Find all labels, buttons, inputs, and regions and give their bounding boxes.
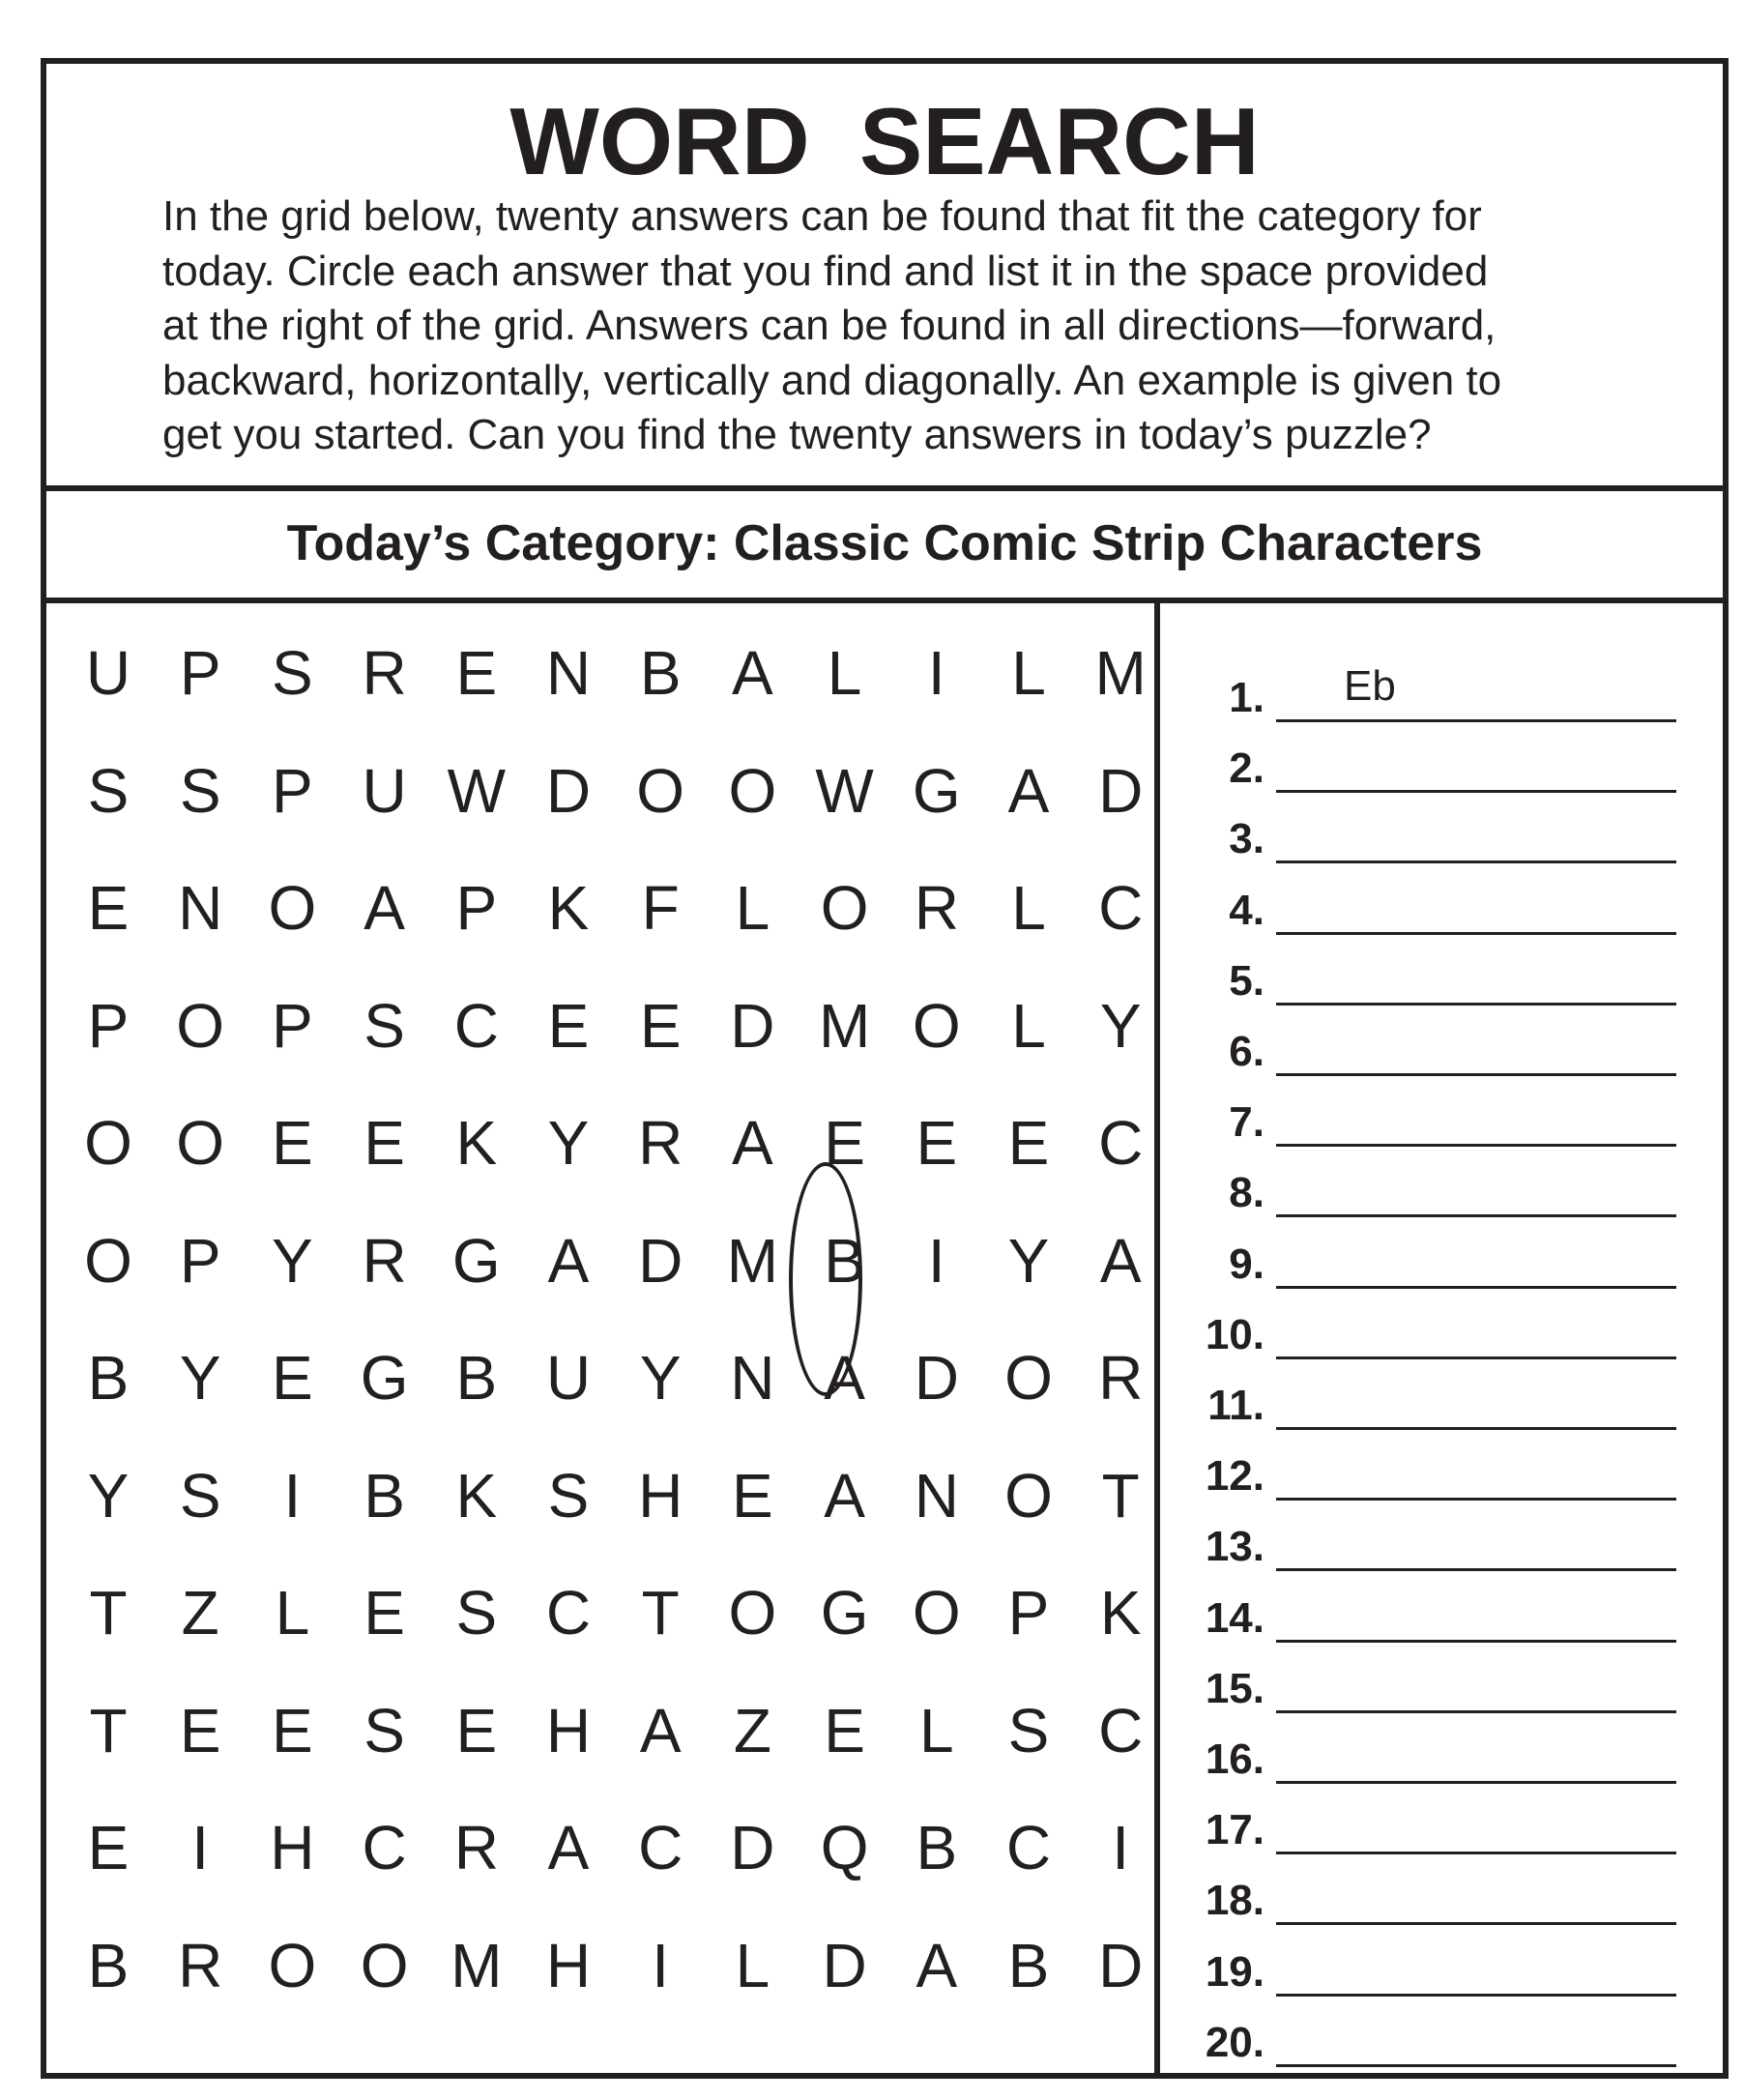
grid-letter[interactable]: S [363,990,405,1061]
answer-blank[interactable] [1276,1427,1676,1430]
answer-blank[interactable] [1276,1710,1676,1713]
grid-letter[interactable]: Y [179,1343,221,1413]
grid-letter[interactable]: A [732,1108,773,1178]
puzzle-header [46,64,1723,491]
grid-letter[interactable]: L [919,1695,954,1765]
answer-blank[interactable] [1276,790,1676,793]
answer-number: 11. [1207,1382,1264,1429]
grid-letter[interactable]: M [1094,638,1147,708]
grid-letter[interactable]: R [178,1930,223,2000]
answer-blank[interactable] [1276,1214,1676,1217]
grid-letter[interactable]: O [912,1578,961,1648]
grid-letter[interactable]: R [362,1225,407,1296]
grid-letter[interactable]: M [451,1930,503,2000]
grid-letter[interactable]: L [1011,638,1046,708]
answer-number: 3. [1229,815,1264,863]
answer-number: 5. [1229,956,1264,1005]
grid-letter[interactable]: I [652,1930,670,2000]
grid-letter[interactable]: E [455,638,498,708]
grid-letter[interactable]: S [363,1695,405,1765]
grid-letter[interactable]: E [639,990,682,1061]
instructions-line: get you started. Can you find the twenty answers in today’s puzzle? [162,411,1432,458]
grid-letter[interactable]: N [914,1460,959,1531]
grid-letter[interactable]: I [927,638,945,708]
grid-letter[interactable]: U [85,638,131,708]
grid-letter[interactable]: P [272,755,313,826]
grid-letter[interactable]: D [914,1343,959,1413]
grid-letter[interactable]: E [916,1108,958,1178]
grid-letter[interactable]: A [1099,1225,1142,1296]
grid-letter[interactable]: I [283,1460,302,1531]
grid-letter[interactable]: B [455,1343,498,1413]
grid-letter[interactable]: R [638,1108,683,1178]
grid-row [46,1212,1160,1309]
letter-grid [46,603,1160,2073]
grid-letter[interactable]: O [268,873,317,943]
grid-row [46,977,1160,1074]
grid-letter[interactable]: Q [820,1813,869,1882]
grid-letter[interactable]: M [726,1225,779,1296]
grid-letter[interactable]: O [636,755,685,826]
answer-number: 15. [1205,1664,1264,1712]
grid-letter[interactable]: B [87,1343,130,1413]
answer-blank[interactable] [1276,1356,1676,1359]
grid-letter[interactable]: T [641,1578,680,1648]
grid-letter[interactable]: O [912,990,961,1061]
grid-letter[interactable]: I [1112,1813,1130,1882]
instructions-line: today. Circle each answer that you find and list it in the space provided [162,247,1489,295]
grid-letter[interactable]: R [914,873,959,943]
grid-letter[interactable]: O [1004,1343,1053,1413]
instructions-line: at the right of the grid. Answers can be found in all directions—forward, [162,302,1497,349]
grid-letter[interactable]: S [87,755,130,826]
grid-letter[interactable]: A [824,1343,865,1413]
answer-blank[interactable] [1276,1073,1676,1076]
answer-number: 8. [1229,1169,1264,1217]
grid-letter[interactable]: W [815,755,874,826]
grid-letter[interactable]: E [87,873,130,943]
grid-letter[interactable]: E [547,990,590,1061]
grid-row [46,1682,1160,1779]
grid-letter[interactable]: P [179,638,221,708]
grid-letter[interactable]: H [545,1695,592,1765]
grid-letter[interactable]: Z [733,1695,771,1765]
grid-letter[interactable]: L [735,1930,770,2000]
grid-letter[interactable]: T [1101,1460,1140,1531]
answer-row [1160,1590,1723,1648]
grid-letter[interactable]: E [87,1813,130,1882]
grid-letter[interactable]: F [641,873,680,943]
grid-letter[interactable]: N [178,873,223,943]
grid-row [46,743,1160,839]
grid-letter[interactable]: T [89,1695,128,1765]
grid-letter[interactable]: E [824,1108,865,1178]
answer-number: 14. [1205,1593,1264,1642]
grid-row [46,1094,1160,1191]
answer-blank[interactable] [1276,1781,1676,1784]
grid-letter[interactable]: G [360,1343,409,1413]
grid-letter[interactable]: R [362,638,407,708]
answer-number: 17. [1205,1806,1264,1854]
grid-letter[interactable]: U [362,755,407,826]
grid-letter[interactable]: C [1098,1108,1144,1178]
grid-letter[interactable]: P [272,990,313,1061]
grid-letter[interactable]: P [1007,1578,1050,1648]
grid-letter[interactable]: Y [547,1108,590,1178]
answer-blank[interactable] [1276,1498,1676,1501]
answer-number: 19. [1205,1947,1264,1996]
grid-letter[interactable]: O [360,1930,409,2000]
grid-letter[interactable]: E [272,1695,313,1765]
category-bar [46,491,1723,603]
grid-letter[interactable]: C [545,1578,592,1648]
grid-letter[interactable]: E [455,1695,498,1765]
grid-row [46,1917,1160,2014]
answer-blank[interactable] [1276,1003,1676,1006]
grid-letter[interactable]: P [455,873,498,943]
grid-row [46,625,1160,721]
category-label: Today’s Category: Classic Comic Strip Characters [286,515,1483,571]
grid-letter[interactable]: S [179,1460,221,1531]
grid-letter[interactable]: K [1099,1578,1142,1648]
answer-row [1160,1094,1723,1152]
grid-letter[interactable]: R [453,1813,499,1882]
answer-text: Eb [1344,662,1396,710]
grid-letter[interactable]: K [547,873,590,943]
grid-letter[interactable]: D [545,755,592,826]
grid-letter[interactable]: O [176,1108,225,1178]
grid-letter[interactable]: P [179,1225,221,1296]
answer-number: 10. [1205,1310,1264,1358]
grid-letter[interactable]: I [191,1813,210,1882]
answer-number: 2. [1229,744,1264,793]
answer-row [1160,810,1723,868]
grid-letter[interactable]: W [447,755,506,826]
grid-letter[interactable]: C [1098,1695,1144,1765]
page-title: WORD SEARCH [509,88,1260,194]
grid-letter[interactable]: Y [639,1343,682,1413]
grid-letter[interactable]: B [916,1813,958,1882]
answer-number: 20. [1205,2018,1264,2066]
answer-number: 12. [1205,1452,1264,1501]
grid-letter[interactable]: E [1007,1108,1050,1178]
grid-letter[interactable]: G [912,755,961,826]
grid-letter[interactable]: Y [272,1225,313,1296]
grid-letter[interactable]: O [176,990,225,1061]
grid-letter[interactable]: A [639,1695,682,1765]
grid-letter[interactable]: A [547,1225,590,1296]
answer-row [1160,882,1723,940]
grid-letter[interactable]: H [545,1930,592,2000]
grid-letter[interactable]: K [455,1108,498,1178]
answer-number: 7. [1229,1098,1264,1147]
grid-letter[interactable]: O [728,1578,777,1648]
grid-letter[interactable]: D [1098,1930,1144,2000]
grid-letter[interactable]: B [1007,1930,1050,2000]
grid-letter[interactable]: E [824,1695,865,1765]
grid-letter[interactable]: A [547,1813,590,1882]
grid-letter[interactable]: A [732,638,773,708]
grid-letter[interactable]: E [363,1108,405,1178]
grid-letter[interactable]: L [735,873,770,943]
grid-letter[interactable]: E [732,1460,773,1531]
grid-letter[interactable]: O [1004,1460,1053,1531]
grid-letter[interactable]: E [272,1343,313,1413]
answer-blank[interactable] [1276,1286,1676,1289]
grid-letter[interactable]: A [1007,755,1050,826]
grid-letter[interactable]: A [363,873,405,943]
grid-letter[interactable]: C [638,1813,683,1882]
answer-blank[interactable] [1276,1994,1676,1997]
answer-row [1160,1801,1723,1859]
answer-row [1160,1236,1723,1294]
grid-letter[interactable]: E [363,1578,405,1648]
answer-blank[interactable] [1276,860,1676,863]
grid-letter[interactable]: G [820,1578,869,1648]
grid-letter[interactable]: O [728,755,777,826]
answer-number: 1. [1229,674,1264,721]
grid-letter[interactable]: E [179,1695,221,1765]
answer-number: 9. [1229,1240,1264,1288]
grid-letter[interactable]: N [545,638,592,708]
grid-letter[interactable]: Z [181,1578,219,1648]
answer-blank[interactable] [1276,932,1676,935]
grid-letter[interactable]: H [270,1813,315,1882]
answer-row [1160,2014,1723,2072]
grid-row [46,860,1160,956]
grid-letter[interactable]: D [730,990,775,1061]
answer-blank[interactable] [1276,1144,1676,1147]
grid-letter[interactable]: D [730,1813,775,1882]
answer-blank[interactable] [1276,1640,1676,1643]
grid-letter[interactable]: L [275,1578,310,1648]
answer-row [1160,1447,1723,1505]
grid-letter[interactable]: N [730,1343,775,1413]
answer-blank[interactable] [1276,1852,1676,1854]
grid-row [46,1329,1160,1426]
puzzle-frame [41,58,1729,2079]
answer-number: 4. [1229,886,1264,934]
answer-blank[interactable] [1276,1922,1676,1925]
grid-row [46,1564,1160,1661]
grid-letter[interactable]: O [84,1225,132,1296]
answer-blank[interactable] [1276,719,1676,722]
grid-letter[interactable]: S [272,638,313,708]
grid-letter[interactable]: C [362,1813,407,1882]
grid-letter[interactable]: U [545,1343,592,1413]
answer-row [1160,952,1723,1010]
grid-letter[interactable]: D [822,1930,867,2000]
answer-row [1160,662,1723,727]
grid-letter[interactable]: Y [1007,1225,1050,1296]
grid-letter[interactable]: Y [1099,990,1142,1061]
answer-row [1160,1660,1723,1718]
grid-letter[interactable]: B [363,1460,405,1531]
grid-letter[interactable]: E [272,1108,313,1178]
grid-letter[interactable]: M [818,990,871,1061]
grid-letter[interactable]: B [824,1225,865,1296]
grid-letter[interactable]: A [824,1460,865,1531]
answer-row [1160,1377,1723,1435]
grid-letter[interactable]: P [87,990,130,1061]
instructions [162,190,1642,463]
answer-number: 16. [1205,1735,1264,1783]
grid-letter[interactable]: H [638,1460,683,1531]
grid-letter[interactable]: L [1011,990,1046,1061]
grid-letter[interactable]: B [87,1930,130,2000]
grid-row [46,1799,1160,1896]
answer-row [1160,1731,1723,1789]
grid-letter[interactable]: B [639,638,682,708]
grid-letter[interactable]: S [179,755,221,826]
grid-letter[interactable]: C [453,990,499,1061]
answer-blank[interactable] [1276,1568,1676,1571]
grid-letter[interactable]: O [84,1108,132,1178]
grid-row [46,1447,1160,1544]
grid-letter[interactable]: C [1098,873,1144,943]
answer-row [1160,740,1723,798]
grid-letter[interactable]: S [1007,1695,1050,1765]
grid-letter[interactable]: G [451,1225,501,1296]
answer-row [1160,1023,1723,1081]
grid-letter[interactable]: S [455,1578,498,1648]
answer-number: 6. [1229,1028,1264,1075]
grid-letter[interactable]: K [455,1460,498,1531]
answer-row [1160,1943,1723,2001]
grid-letter[interactable]: L [827,638,862,708]
grid-letter[interactable]: R [1098,1343,1144,1413]
answer-row [1160,1872,1723,1930]
grid-letter[interactable]: L [1011,873,1046,943]
answer-number: 13. [1205,1523,1264,1571]
grid-letter[interactable]: O [268,1930,317,2000]
grid-letter[interactable]: O [820,873,869,943]
answer-number: 18. [1205,1877,1264,1925]
answer-row [1160,1306,1723,1364]
grid-letter[interactable]: Y [87,1460,130,1531]
grid-letter[interactable]: S [547,1460,590,1531]
answer-list [1160,603,1723,2073]
grid-letter[interactable]: T [89,1578,128,1648]
grid-letter[interactable]: D [1098,755,1144,826]
grid-letter[interactable]: I [927,1225,945,1296]
answer-blank[interactable] [1276,2064,1676,2067]
grid-letter[interactable]: D [638,1225,683,1296]
instructions-line: backward, horizontally, vertically and diagonally. An example is given to [162,356,1502,404]
answer-row [1160,1518,1723,1576]
instructions-line: In the grid below, twenty answers can be found that fit the category for [162,192,1482,240]
grid-letter[interactable]: A [916,1930,958,2000]
answer-row [1160,1164,1723,1222]
grid-letter[interactable]: C [1005,1813,1052,1882]
